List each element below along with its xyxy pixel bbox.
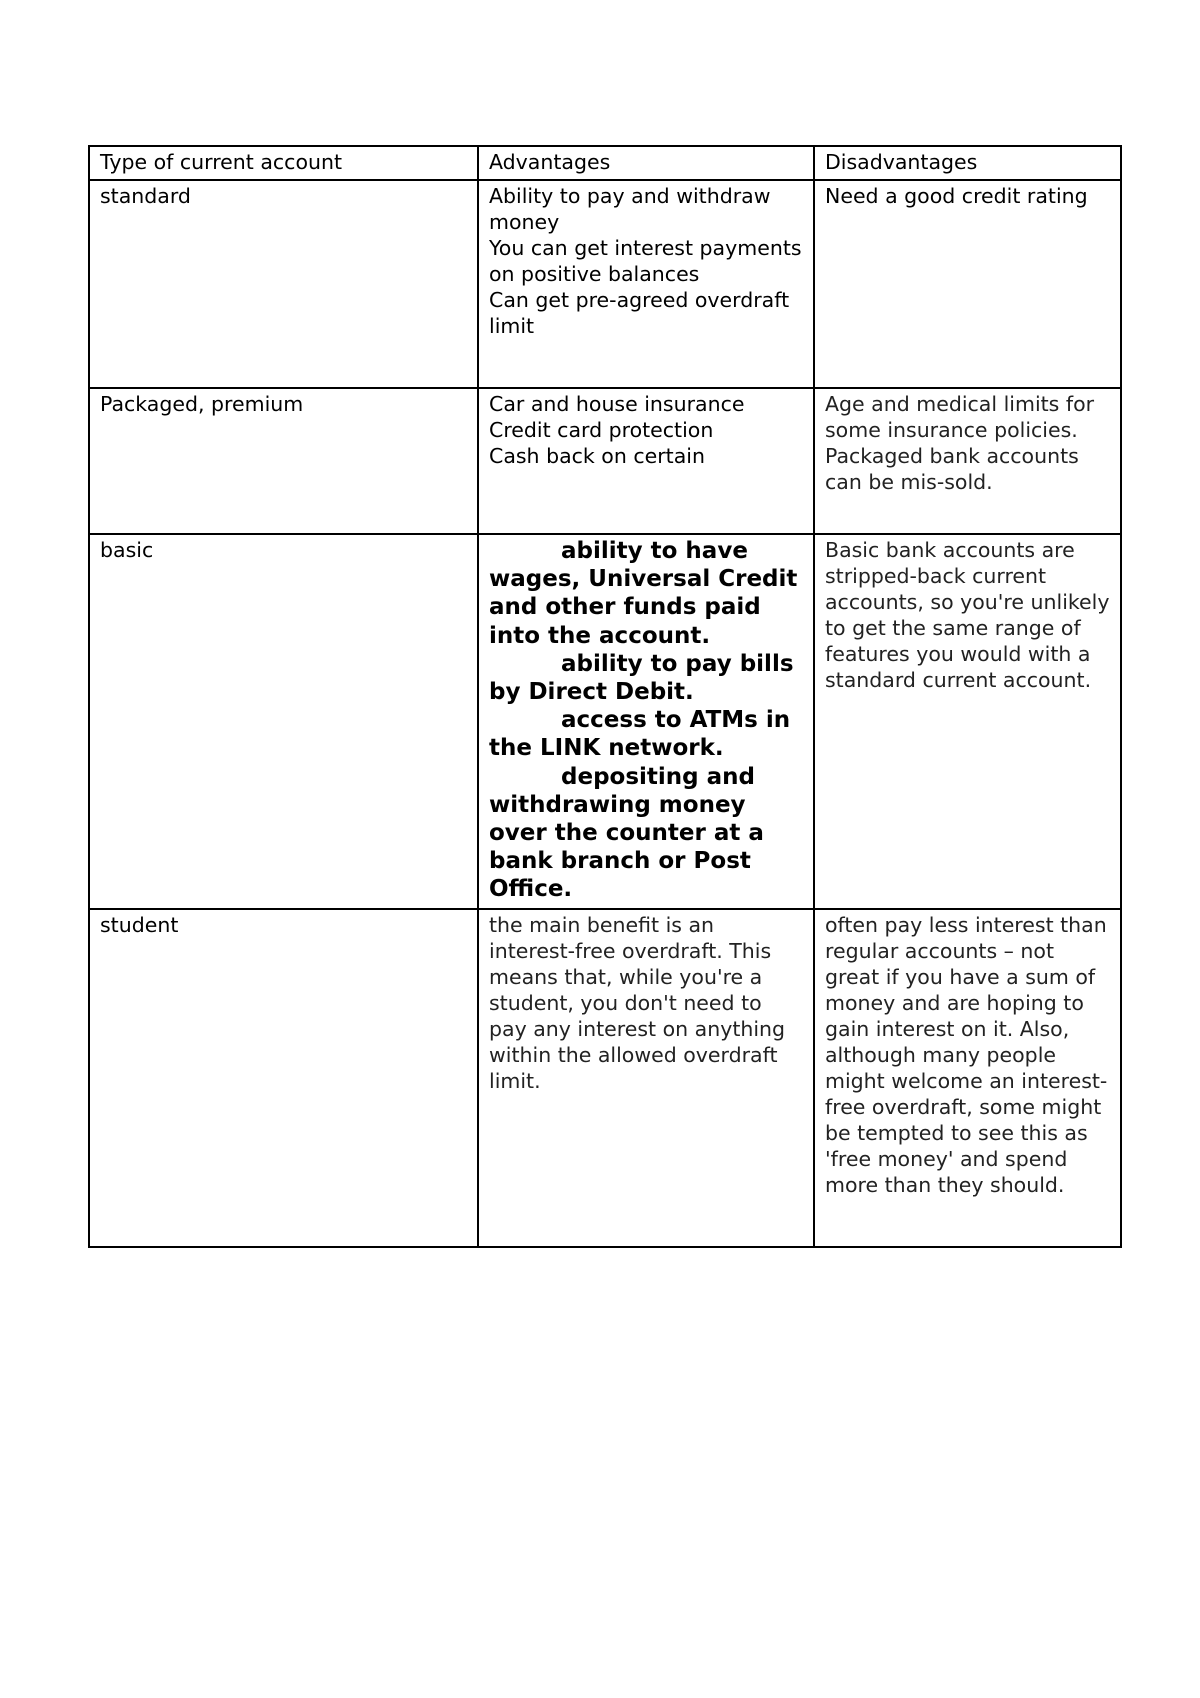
row-type-basic: basic [89,534,478,909]
advantage-item: ability to pay bills by Direct Debit. [489,650,794,706]
table-row [89,388,1121,534]
advantage-item: You can get interest payments on positive balances [489,236,802,286]
header-disadvantages: Disadvantages [814,146,1121,180]
row-type-packaged: Packaged, premium [89,388,478,534]
advantage-item: Credit card protection [489,418,714,442]
current-accounts-table [88,145,1122,1248]
row-advantages-student: the main benefit is an interest-free overdraft. This means that, while you're a student, you don't need to pay any interest on anything within the allowed overdraft limit. [478,909,814,1247]
header-type: Type of current account [89,146,478,180]
row-advantages-standard [478,180,814,388]
table-row [89,180,1121,388]
advantage-item: Car and house insurance [489,392,745,416]
row-type-standard: standard [89,180,478,388]
advantage-item: ability to have wages, Universal Credit and other funds paid into the account. [489,538,798,649]
advantage-item: Cash back on certain [489,444,705,468]
advantage-item: depositing and withdrawing money over the counter at a bank branch or Post Office. [489,763,764,903]
row-disadvantages-standard: Need a good credit rating [814,180,1121,388]
advantage-item: access to ATMs in the LINK network. [489,707,791,762]
table-row [89,534,1121,909]
table-row [89,909,1121,1247]
row-disadvantages-student: often pay less interest than regular accounts – not great if you have a sum of money and are hoping to gain interest on it. Also, although many people might welcome an interest-free overdraft, some might be tempted to see this as 'free money' and spend more than they should. [814,909,1121,1247]
table-header-row [89,146,1121,180]
row-advantages-basic [478,534,814,909]
row-disadvantages-basic: Basic bank accounts are stripped-back current accounts, so you're unlikely to get the same range of features you would with a standard current account. [814,534,1121,909]
row-advantages-packaged [478,388,814,534]
advantage-item: Can get pre-agreed overdraft limit [489,288,790,338]
header-advantages: Advantages [478,146,814,180]
row-type-student: student [89,909,478,1247]
row-disadvantages-packaged: Age and medical limits for some insurance policies. Packaged bank accounts can be mis-sold. [814,388,1121,534]
advantage-item: Ability to pay and withdraw money [489,184,771,234]
